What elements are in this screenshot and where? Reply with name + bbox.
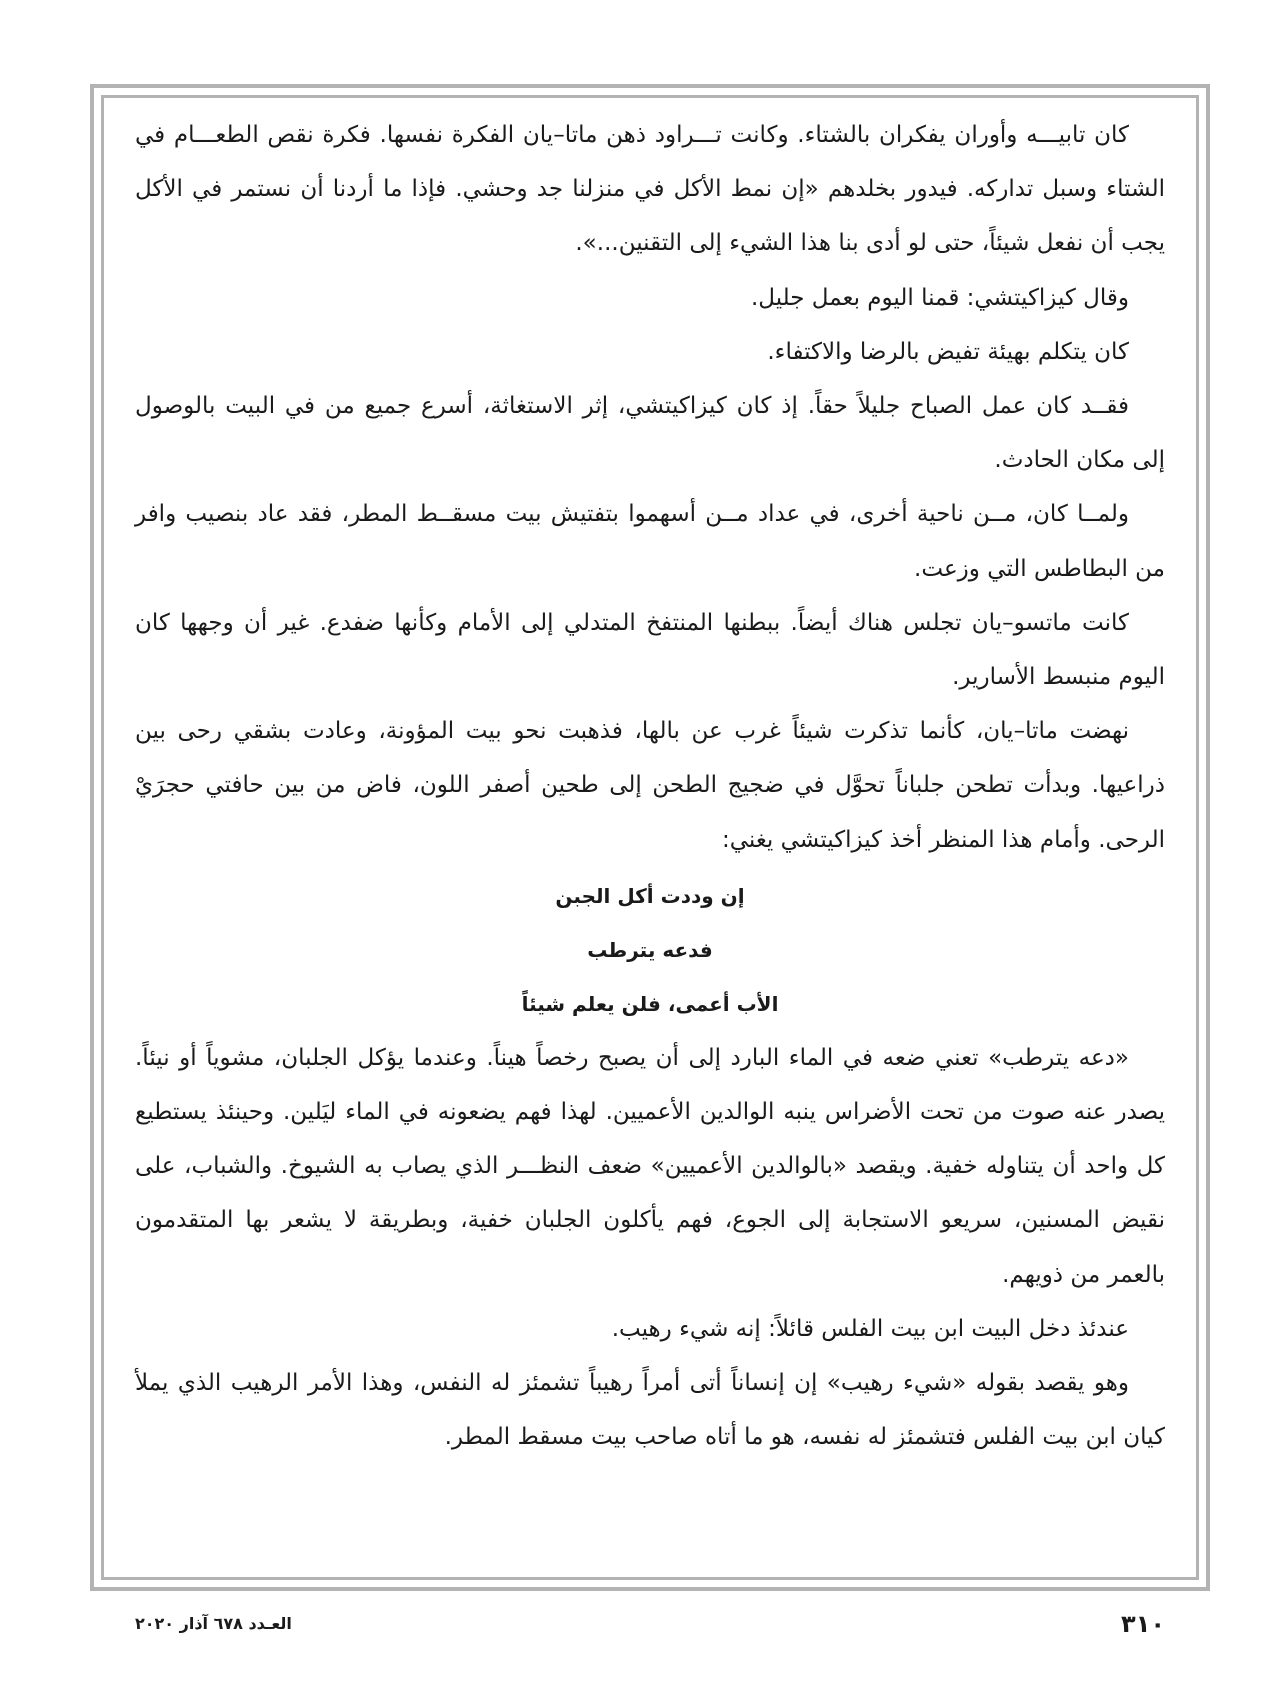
verse-line: إن وددت أكل الجبن <box>555 883 745 908</box>
verse-line: الأب أعمى، فلن يعلم شيئاً <box>521 991 779 1016</box>
verse-line: فدعه يترطب <box>587 937 713 962</box>
paragraph: كان تابيـــه وأوران يفكران بالشتاء. وكانت تـــراود ذهن ماتا–يان الفكرة نفسها. فكرة نقص الطعـــام في الشتاء وسبل تداركه. فيدور بخلدهم «إن نمط الأكل في منزلنا جد وحشي. فإذا ما أردنا أن نستمر في الأكل يجب أن نفعل شيئاً، حتى لو أدى بنا هذا الشيء إلى التقنين...». <box>135 122 1165 257</box>
song-verses <box>135 867 1165 1031</box>
article-body <box>135 108 1165 1464</box>
paragraph: ولمــا كان، مــن ناحية أخرى، في عداد مــن أسهموا بتفتيش بيت مسقــط المطر، فقد عاد بنصيب وافر من البطاطس التي وزعت. <box>135 501 1165 582</box>
paragraph: كان يتكلم بهيئة تفيض بالرضا والاكتفاء. <box>767 338 1129 365</box>
paragraph: وقال كيزاكيتشي: قمنا اليوم بعمل جليل. <box>750 284 1129 311</box>
paragraph: وهو يقصد بقوله «شيء رهيب» إن إنساناً أتى أمراً رهيباً تشمئز له النفس، وهذا الأمر الرهيب الذي يملأ كيان ابن بيت الفلس فتشمئز له نفسه، هو ما أتاه صاحب بيت مسقط المطر. <box>135 1370 1165 1451</box>
paragraph: نهضت ماتا–يان، كأنما تذكرت شيئاً غرب عن بالها، فذهبت نحو بيت المؤونة، وعادت بشقي رحى بين ذراعيها. وبدأت تطحن جلباناً تحوَّل في ضجيج الطحن إلى طحين أصفر اللون، فاض من بين حافتي حجرَيْ الرحى. وأمام هذا المنظر أخذ كيزاكيتشي يغني: <box>135 718 1165 853</box>
paragraph: كانت ماتسو–يان تجلس هناك أيضاً. ببطنها المنتفخ المتدلي إلى الأمام وكأنها ضفدع. غير أن وجهها كان اليوم منبسط الأسارير. <box>135 609 1165 691</box>
page-number: ٣١٠ <box>1121 1610 1165 1638</box>
paragraph: فقــد كان عمل الصباح جليلاً حقاً. إذ كان كيزاكيتشي، إثر الاستغاثة، أسرع جميع من في البيت بالوصول إلى مكان الحادث. <box>135 393 1165 474</box>
paragraph: عندئذ دخل البيت ابن بيت الفلس قائلاً: إنه شيء رهيب. <box>611 1315 1129 1342</box>
page-footer <box>135 1610 1165 1640</box>
paragraph: «دعه يترطب» تعني ضعه في الماء البارد إلى أن يصبح رخصاً هيناً. وعندما يؤكل الجلبان، مشوياً أو نيئاً. يصدر عنه صوت من تحت الأضراس ينبه الوالدين الأعميين. لهذا فهم يضعونه في الماء ليَلين. وحينئذ يستطيع كل واحد أن يتناوله خفية. ويقصد «بالوالدين الأعميين» ضعف النظـــر الذي يصاب به الشيوخ. والشباب، على نقيض المسنين، سريعو الاستجابة إلى الجوع، فهم يأكلون الجلبان خفية، وبطريقة لا يشعر بها المتقدمون بالعمر من ذويهم. <box>135 1044 1165 1288</box>
issue-info: العـدد ٦٧٨ آذار ٢٠٢٠ <box>135 1614 292 1633</box>
